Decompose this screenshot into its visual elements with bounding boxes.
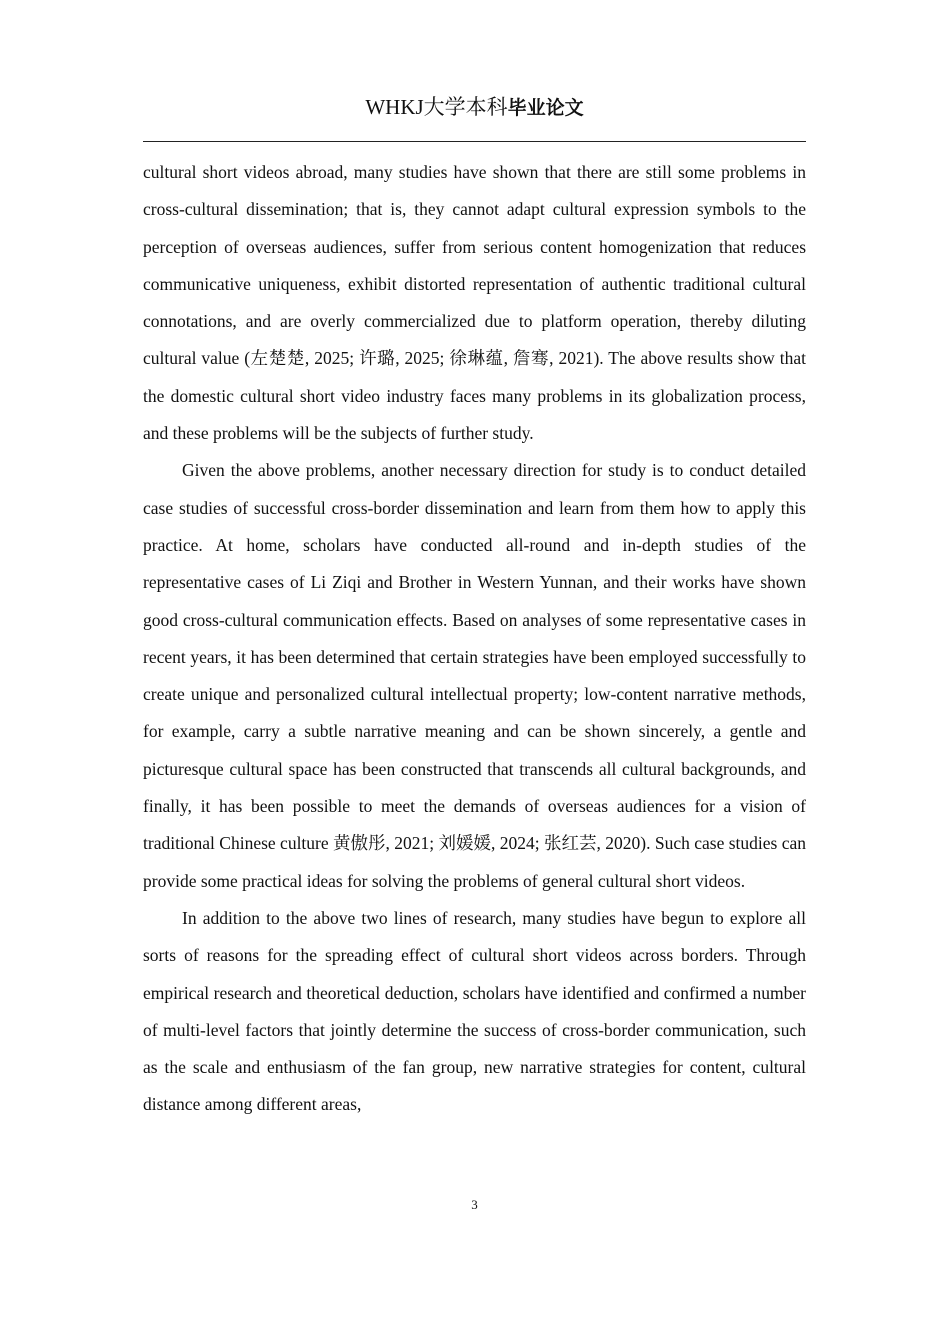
paragraph-case-studies: Given the above problems, another necessary direction for study is to conduct detailed case studies of successful cross-border dissemination and learn from them how to apply this practice. At home, scholars have conducted all-round and in-depth studies of the representative cases of Li Ziqi and Brother in Western Yunnan, and their works have shown good cross-cultural communication effects. Based on analyses of some representative cases in recent years, it has been determined that certain strategies have been employed successfully to create unique and personalized cultural intellectual property; low-content narrative methods, for example, carry a subtle narrative meaning and can be shown sincerely, a gentle and picturesque cultural space has been constructed that transcends all cultural backgrounds, and finally, it has been possible to meet the demands of overseas audiences for a vision of traditional Chinese culture 黄傲彤, 2021; 刘媛媛, 2024; 张红芸, 2020). Such case studies can provide some practical ideas for solving the problems of general cultural short videos. [143,460,806,891]
body-text [143,154,806,1124]
header-university-title: WHKJ大学本科 [365,95,508,119]
paragraph-continuation: cultural short videos abroad, many studies have shown that there are still some problems in cross-cultural dissemination; that is, they cannot adapt cultural expression symbols to the perception of overseas audiences, suffer from serious content homogenization that reduces communicative uniqueness, exhibit distorted representation of authentic traditional cultural connotations, and are overly commercialized due to platform operation, thereby diluting cultural value (左楚楚, 2025; 许璐, 2025; 徐琳蕴, 詹骞, 2021). The above results show that the domestic cultural short video industry faces many problems in its globalization process, and these problems will be the subjects of further study. [143,162,806,444]
running-header [143,92,806,123]
header-rule [143,141,806,142]
paragraph-influencing-factors: In addition to the above two lines of research, many studies have begun to explore all sorts of reasons for the spreading effect of cultural short videos across borders. Through empirical research and theoretical deduction, scholars have identified and confirmed a number of multi-level factors that jointly determine the success of cross-border communication, such as the scale and enthusiasm of the fan group, new narrative strategies for content, cultural distance among different areas, [143,907,806,1115]
header-thesis-label: 毕业论文 [507,97,584,119]
page-number: 3 [471,1197,478,1212]
